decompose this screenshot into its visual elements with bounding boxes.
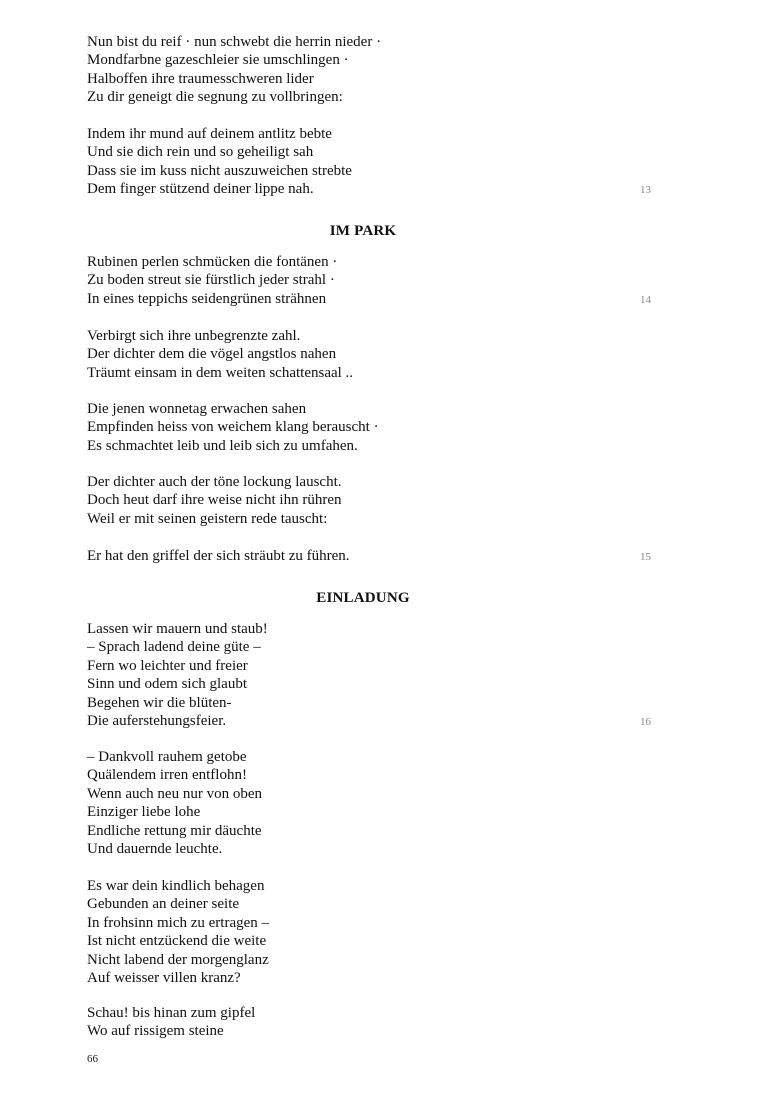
- poem-line: Begehen wir die blüten-: [87, 694, 232, 711]
- poem-line: Fern wo leichter und freier: [87, 657, 248, 674]
- poem-stanza: [87, 620, 607, 730]
- poem-line: Lassen wir mauern und staub!: [87, 621, 268, 637]
- poem-line: Doch heut darf ihre weise nicht ihn rühren: [87, 492, 342, 509]
- poem-stanza: [87, 253, 607, 308]
- poem-line: Die auferstehungsfeier.: [87, 712, 227, 729]
- poem-stanza: [87, 547, 607, 565]
- line-number-marker: 15: [640, 551, 651, 563]
- line-number-marker: 14: [640, 294, 651, 306]
- line-number-marker: 16: [640, 716, 651, 728]
- poem-line: Empfinden heiss von weichem klang berauscht ·: [87, 419, 379, 436]
- poem-line: Wenn auch neu nur von oben: [87, 785, 262, 802]
- poem-line: Träumt einsam in dem weiten schattensaal ..: [87, 364, 354, 381]
- poem-line: Und dauernde leuchte.: [87, 840, 223, 857]
- poem-title: IM PARK: [329, 223, 397, 239]
- poem-line: Nun bist du reif · nun schwebt die herrin nieder ·: [87, 34, 382, 50]
- poem-line: Indem ihr mund auf deinem antlitz bebte: [87, 126, 332, 142]
- poem-line: Sinn und odem sich glaubt: [87, 676, 247, 693]
- poem-line: Ist nicht entzückend die weite: [87, 933, 267, 950]
- poem-line: Die jenen wonnetag erwachen sahen: [87, 401, 307, 417]
- poem-line: Auf weisser villen kranz?: [87, 969, 241, 986]
- poem-line: Einziger liebe lohe: [87, 804, 201, 821]
- poem-line: Halboffen ihre traumesschweren lider: [87, 70, 314, 87]
- poem-line: In frohsinn mich zu ertragen –: [87, 914, 270, 931]
- poem-line: Verbirgt sich ihre unbegrenzte zahl.: [87, 328, 301, 344]
- poem-line: Und sie dich rein und so geheiligt sah: [87, 144, 314, 161]
- poem-line: Dass sie im kuss nicht auszuweichen strebte: [87, 162, 352, 179]
- poem-title: EINLADUNG: [316, 590, 410, 606]
- poem-line: Es schmachtet leib und leib sich zu umfahen.: [87, 437, 358, 454]
- poem-line: Es war dein kindlich behagen: [87, 878, 265, 894]
- poem-line: Der dichter auch der töne lockung lauscht.: [87, 474, 342, 490]
- poem-line: Quälendem irren entflohn!: [87, 767, 247, 784]
- poem-stanza: [87, 748, 607, 858]
- poem-stanza: [87, 877, 607, 987]
- poem-stanza: [87, 327, 607, 382]
- poem-line: Mondfarbne gazeschleier sie umschlingen ·: [87, 52, 349, 69]
- poem-line: Zu dir geneigt die segnung zu vollbringen:: [87, 89, 343, 106]
- poem-line: Gebunden an deiner seite: [87, 896, 240, 913]
- poem-line: Dem finger stützend deiner lippe nah.: [87, 181, 314, 198]
- poem-stanza: [87, 1004, 607, 1041]
- poem-line: Rubinen perlen schmücken die fontänen ·: [87, 254, 338, 270]
- poem-line: – Dankvoll rauhem getobe: [87, 749, 247, 765]
- poem-line: – Sprach ladend deine güte –: [87, 639, 261, 656]
- poem-stanza: [87, 125, 607, 199]
- poem-line: Weil er mit seinen geistern rede tauscht:: [87, 510, 328, 527]
- line-number-marker: 13: [640, 184, 651, 196]
- poem-line: Der dichter dem die vögel angstlos nahen: [87, 346, 337, 363]
- poem-line: Er hat den griffel der sich sträubt zu führen.: [87, 548, 350, 564]
- poem-stanza: [87, 473, 607, 528]
- poem-line: Nicht labend der morgenglanz: [87, 951, 269, 968]
- poem-stanza: [87, 33, 607, 107]
- poem-stanza: [87, 400, 607, 455]
- poem-line: Endliche rettung mir däuchte: [87, 822, 262, 839]
- poem-line: In eines teppichs seidengrünen strähnen: [87, 290, 327, 307]
- poem-line: Wo auf rissigem steine: [87, 1023, 224, 1040]
- page-number: 66: [87, 1053, 98, 1065]
- poem-line: Schau! bis hinan zum gipfel: [87, 1005, 256, 1021]
- poem-line: Zu boden streut sie fürstlich jeder strahl ·: [87, 272, 335, 289]
